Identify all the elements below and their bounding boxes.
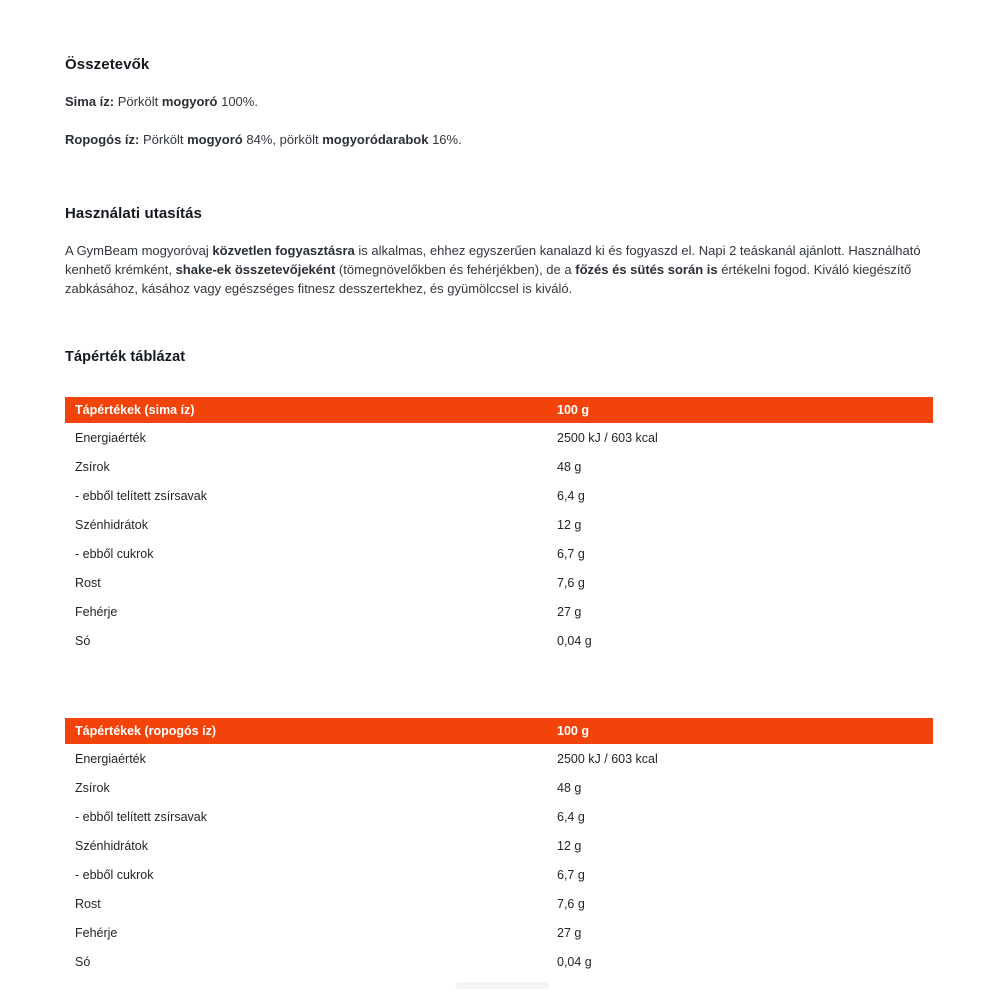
table-row bbox=[65, 481, 933, 510]
usage-text-4: értékelni fogod. Kiváló kiegészítő zabkásához, kásához vagy egészséges fitnesz desszertekhez, és gyümölccsel is kiváló. bbox=[65, 262, 912, 296]
usage-bold-1: közvetlen fogyasztásra bbox=[212, 243, 355, 258]
row-label: Fehérje bbox=[75, 925, 118, 940]
row-value: 6,7 g bbox=[557, 867, 585, 882]
ingredient-line-plain bbox=[65, 92, 933, 111]
row-value: 48 g bbox=[557, 780, 582, 795]
row-label: - ebből telített zsírsavak bbox=[75, 809, 208, 824]
usage-heading: Használati utasítás bbox=[65, 205, 202, 222]
row-label: Fehérje bbox=[75, 604, 118, 619]
row-label: Szénhidrátok bbox=[75, 838, 148, 853]
row-value: 27 g bbox=[557, 925, 582, 940]
table-row bbox=[65, 452, 933, 481]
row-value: 2500 kJ / 603 kcal bbox=[557, 751, 658, 766]
table-row bbox=[65, 889, 933, 918]
row-value: 27 g bbox=[557, 604, 582, 619]
row-label: Szénhidrátok bbox=[75, 517, 148, 532]
row-value: 0,04 g bbox=[557, 954, 592, 969]
nutrition-table-plain-header bbox=[65, 397, 933, 423]
usage-paragraph bbox=[65, 241, 933, 298]
plain-flavor-text-1: Pörkölt bbox=[117, 94, 159, 109]
table-header-title: Tápértékek (sima íz) bbox=[75, 403, 195, 417]
usage-text-2: is alkalmas, ehhez egyszerűen kanalazd ki és fogyaszd el. Napi 2 teáskanál ajánlott. Használható kenhető krémként, bbox=[65, 243, 921, 277]
plain-flavor-bold-1: mogyoró bbox=[161, 94, 218, 109]
row-value: 7,6 g bbox=[557, 575, 585, 590]
crunchy-flavor-bold-1: mogyoró bbox=[187, 132, 243, 147]
row-label: Só bbox=[75, 633, 91, 648]
row-value: 6,4 g bbox=[557, 809, 585, 824]
row-label: Zsírok bbox=[75, 780, 110, 795]
table-header-amount: 100 g bbox=[557, 403, 589, 417]
row-label: Rost bbox=[75, 896, 101, 911]
row-label: Zsírok bbox=[75, 459, 110, 474]
usage-text-1: A GymBeam mogyoróvaj bbox=[65, 243, 209, 258]
nutrition-table-plain bbox=[65, 397, 933, 655]
table-row bbox=[65, 626, 933, 655]
table-row bbox=[65, 423, 933, 452]
nutrition-table-crunchy bbox=[65, 718, 933, 976]
table-row bbox=[65, 568, 933, 597]
row-label: Rost bbox=[75, 575, 101, 590]
row-value: 12 g bbox=[557, 517, 582, 532]
ingredient-line-crunchy bbox=[65, 130, 933, 149]
table-row bbox=[65, 831, 933, 860]
crunchy-flavor-label: Ropogós íz: bbox=[65, 132, 140, 147]
plain-flavor-label: Sima íz: bbox=[65, 94, 115, 109]
row-label: Energiaérték bbox=[75, 751, 146, 766]
table-spacer bbox=[65, 655, 933, 686]
row-value: 12 g bbox=[557, 838, 582, 853]
table-row bbox=[65, 860, 933, 889]
usage-text-3: (tömegnövelőkben és fehérjékben), de a bbox=[338, 262, 572, 277]
table-row bbox=[65, 947, 933, 976]
crunchy-flavor-text-2: 84%, pörkölt bbox=[246, 132, 319, 147]
crunchy-flavor-text-3: 16%. bbox=[432, 132, 462, 147]
table-row bbox=[65, 773, 933, 802]
row-value: 6,4 g bbox=[557, 488, 585, 503]
nutrition-section-heading: Tápérték táblázat bbox=[65, 349, 186, 365]
row-value: 0,04 g bbox=[557, 633, 592, 648]
row-value: 6,7 g bbox=[557, 546, 585, 561]
usage-bold-2: shake-ek összetevőjeként bbox=[175, 262, 336, 277]
usage-bold-3: főzés és sütés során is bbox=[575, 262, 718, 277]
row-value: 2500 kJ / 603 kcal bbox=[557, 430, 658, 445]
nutrition-table-crunchy-header bbox=[65, 718, 933, 744]
horizontal-scrollbar-thumb[interactable] bbox=[455, 982, 550, 989]
row-label: Só bbox=[75, 954, 91, 969]
table-row bbox=[65, 510, 933, 539]
row-value: 7,6 g bbox=[557, 896, 585, 911]
row-label: Energiaérték bbox=[75, 430, 146, 445]
row-value: 48 g bbox=[557, 459, 582, 474]
row-label: - ebből cukrok bbox=[75, 867, 154, 882]
table-row bbox=[65, 918, 933, 947]
table-row bbox=[65, 744, 933, 773]
table-row bbox=[65, 539, 933, 568]
crunchy-flavor-bold-2: mogyoródarabok bbox=[322, 132, 429, 147]
table-row bbox=[65, 597, 933, 626]
crunchy-flavor-text-1: Pörkölt bbox=[143, 132, 184, 147]
row-label: - ebből telített zsírsavak bbox=[75, 488, 208, 503]
plain-flavor-text-2: 100%. bbox=[221, 94, 258, 109]
table-header-amount: 100 g bbox=[557, 724, 589, 738]
row-label: - ebből cukrok bbox=[75, 546, 154, 561]
ingredients-heading: Összetevők bbox=[65, 56, 150, 73]
table-row bbox=[65, 802, 933, 831]
table-header-title: Tápértékek (ropogós íz) bbox=[75, 724, 216, 738]
